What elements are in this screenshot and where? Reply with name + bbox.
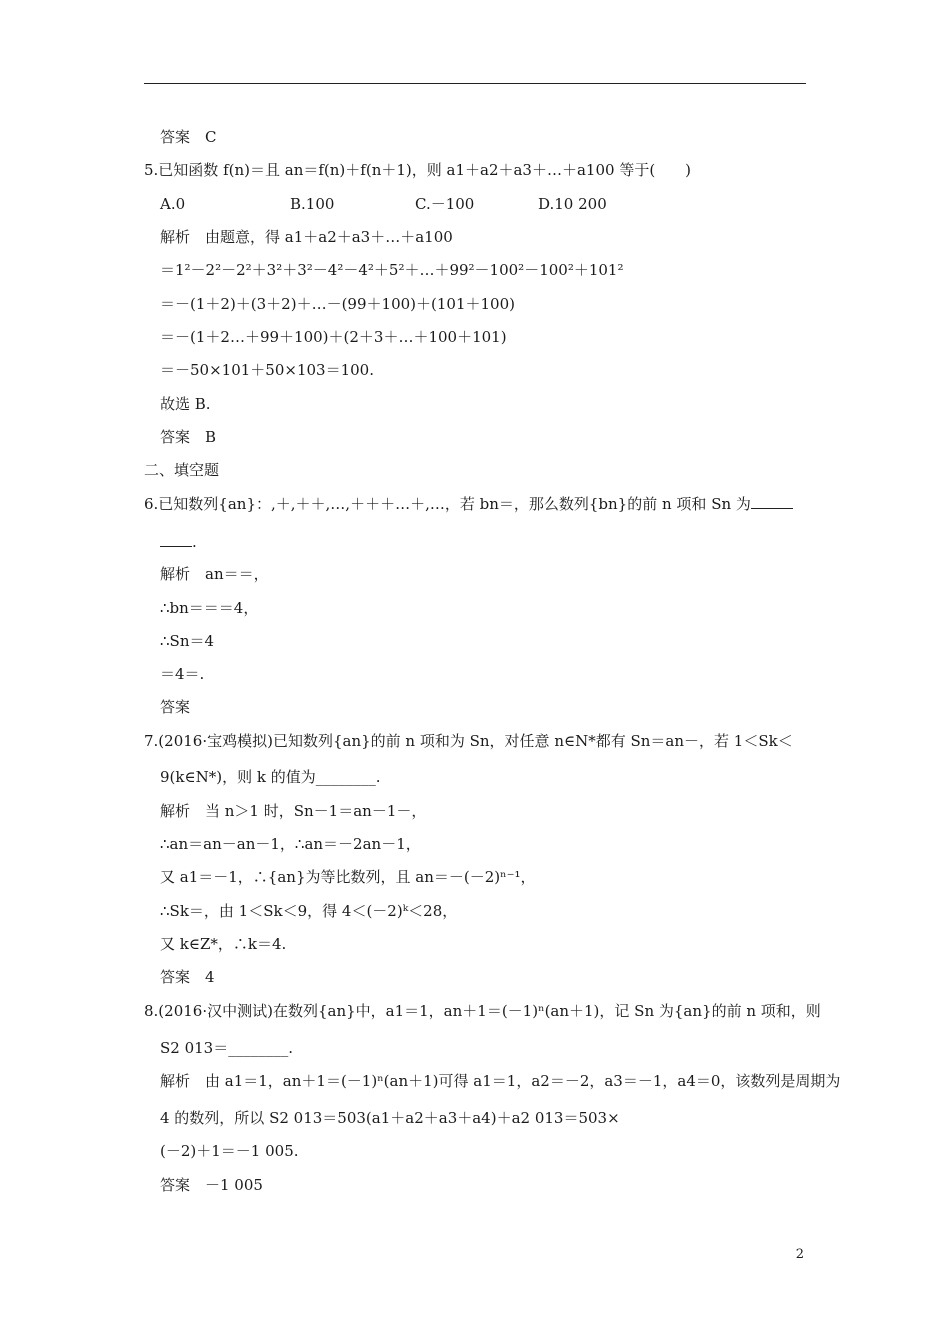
question-6-text: 6.已知数列{an}：,＋,＋＋,…,＋＋＋…＋,…，若 bn＝，那么数列{bn}的前 n 项和 Sn 为	[144, 495, 751, 513]
header-rule	[144, 83, 806, 84]
analysis-q6-line1: 解析 an＝＝，	[160, 565, 269, 583]
options-q5	[160, 194, 607, 214]
question-7-continued: 9(k∈N*)，则 k 的值为________.	[160, 768, 381, 786]
question-7: 7.(2016·宝鸡模拟)已知数列{an}的前 n 项和为 Sn，对任意 n∈N*都有 Sn＝an－，若 1＜Sk＜	[144, 732, 793, 750]
analysis-q6-line2: ∴bn＝＝＝4，	[160, 599, 259, 617]
answer-blank	[751, 494, 793, 509]
answer-blank	[160, 532, 192, 547]
analysis-q8-line2: 4 的数列，所以 S2 013＝503(a1＋a2＋a3＋a4)＋a2 013＝503×	[160, 1109, 620, 1127]
analysis-q7-line3: 又 a1＝－1，∴{an}为等比数列，且 an＝－(－2)ⁿ⁻¹，	[160, 868, 536, 886]
analysis-q7-line4: ∴Sk＝，由 1＜Sk＜9，得 4＜(－2)ᵏ＜28，	[160, 902, 458, 920]
analysis-q6-line3: ∴Sn＝4	[160, 632, 215, 650]
analysis-q6-line4: ＝4＝.	[160, 665, 205, 683]
question-6-end: .	[192, 533, 197, 551]
question-5: 5.已知函数 f(n)＝且 an＝f(n)＋f(n＋1)，则 a1＋a2＋a3＋…＋a100 等于( )	[144, 161, 692, 179]
answer-q4: 答案 C	[160, 128, 217, 146]
option-c: C.－100	[415, 195, 475, 213]
question-8-continued: S2 013＝________.	[160, 1039, 293, 1057]
analysis-q5-line5: ＝－50×101＋50×103＝100.	[160, 361, 374, 379]
analysis-q8-line3: (－2)＋1＝－1 005.	[160, 1142, 299, 1160]
analysis-q5-line6: 故选 B.	[160, 395, 211, 413]
section-heading-fill-in: 二、填空题	[144, 461, 220, 479]
question-6-continued	[160, 532, 197, 552]
analysis-q5-line2: ＝1²－2²－2²＋3²＋3²－4²－4²＋5²＋…＋99²－100²－100²＋101²	[160, 261, 624, 279]
answer-q8: 答案 －1 005	[160, 1176, 263, 1194]
option-d: D.10 200	[538, 195, 607, 213]
option-a: A.0	[160, 195, 186, 213]
analysis-q8-line1: 解析 由 a1＝1，an＋1＝(－1)ⁿ(an＋1)可得 a1＝1，a2＝－2，a3＝－1，a4＝0，该数列是周期为	[160, 1072, 841, 1090]
analysis-q7-line5: 又 k∈Z*，∴k＝4.	[160, 935, 287, 953]
analysis-q5-line1: 解析 由题意，得 a1＋a2＋a3＋…＋a100	[160, 228, 453, 246]
answer-q6: 答案	[160, 698, 191, 716]
analysis-q7-line2: ∴an＝an－an－1，∴an＝－2an－1，	[160, 835, 421, 853]
answer-q5: 答案 B	[160, 428, 217, 446]
question-6	[144, 494, 793, 514]
answer-q7: 答案 4	[160, 968, 215, 986]
analysis-q5-line4: ＝－(1＋2…＋99＋100)＋(2＋3＋…＋100＋101)	[160, 328, 507, 346]
analysis-q5-line3: ＝－(1＋2)＋(3＋2)＋…－(99＋100)＋(101＋100)	[160, 295, 515, 313]
option-b: B.100	[290, 195, 335, 213]
analysis-q7-line1: 解析 当 n＞1 时，Sn－1＝an－1－，	[160, 802, 427, 820]
question-8: 8.(2016·汉中测试)在数列{an}中，a1＝1，an＋1＝(－1)ⁿ(an＋1)，记 Sn 为{an}的前 n 项和，则	[144, 1002, 821, 1020]
page-number: 2	[795, 1247, 804, 1262]
